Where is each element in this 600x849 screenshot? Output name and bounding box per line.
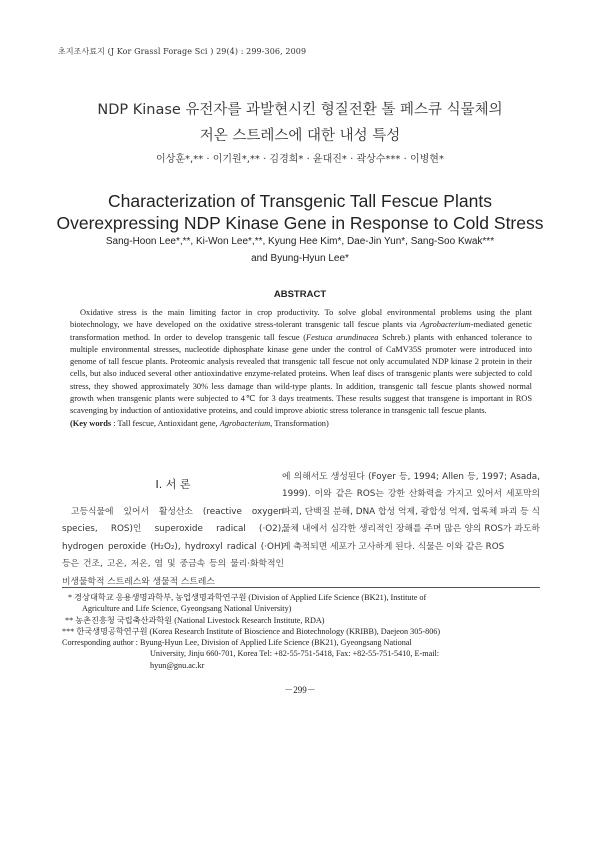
keywords: (Key words : Tall fescue, Antioxidant gene, Agrobacterium, Transformation) xyxy=(70,418,329,428)
english-authors-line2: and Byung-Hyun Lee* xyxy=(251,253,349,264)
abstract-body xyxy=(70,307,532,430)
abstract-paragraph: Oxidative stress is the main limiting factor in crop productivity. To solve global environmental problems using the plant biotechnology, we have developed on the oxidative stress-tolerant transgenic tall fescue plants via Agrobacterium-mediated genetic transformation method. In order to develop transgenic tall fescue (Festuca arundinacea Schreb.) plants with enhanced tolerance to multiple environmental stresses, nucleotide diphosphate kinase gene under the control of CaMV35S promoter were introduced into genome of tall fescue plants. Proteomic analysis revealed that transgenic tall fescue not only accumulated NDP kinase 2 protein in their cells, but also induced several other antioxindative enzyme-related proteins. When leaf discs of transgenic plants were subjected to cold stress, they showed approximately 30% less damage than wild-type plants. In addition, transgenic tall fescue plants showed normal growth when transgenic plants were subjected to 4℃ for 3 days treatments. These results suggest that transgene is important in ROS scavenging by induction of antioxidative proteins, and could improve abiotic stress tolerance in transgenic tall fescue plants. xyxy=(70,308,532,416)
intro-right-column: 에 의해서도 생성된다 (Foyer 등, 1994; Allen 등, 1997; Asada, 1999). 이와 같은 ROS는 강한 산화력을 가지고 있어서 세포막의 파괴, 단백질 분해, DNA 합성 억제, 광합성 억제, 엽록체 파괴 등 식물체 내에서 심각한 생리적인 장해를 주며 많은 양의 ROS가 과도하게 축적되면 세포가 고사하게 된다. 식물은 이와 같은 ROS xyxy=(282,472,540,552)
journal-header: 초지조사료지 (J Kor Grassl Forage Sci ) 29(4) : 299-306, 2009 xyxy=(58,47,307,56)
english-authors-line1: Sang-Hoon Lee*,**, Ki-Won Lee*,**, Kyung Hee Kim*, Dae-Jin Yun*, Sang-Soo Kwak*** xyxy=(105,236,495,247)
footnote-rule xyxy=(62,587,540,588)
english-title-line1: Characterization of Transgenic Tall Fescue Plants xyxy=(108,191,492,211)
page-number: －299－ xyxy=(284,685,316,695)
english-title-line2: Overexpressing NDP Kinase Gene in Response to Cold Stress xyxy=(56,213,544,233)
korean-authors: 이상훈*,** · 이기원*,** · 김경희* · 윤대진* · 곽상수*** · 이병현* xyxy=(156,154,444,165)
footnotes: * 경상대학교 응용생명과학부, 농업생명과학연구원 (Division of Applied Life Science (BK21), Institute of Agriculture and Life Science, Gyeongsang National University) ** 농촌진흥청 국립축산과학원 (National Livestock Research Institute, RDA) *** 한국생명공학연구원 (Korea Research Institute of Bioscience and Biotechnology (KRIBB), Daejeon 305-806) Corresponding author : Byung-Hyun Lee, Division of Applied Life Science (BK21), Gyeongsang National University, Jinju 660-701, Korea Tel: +82-55-751-5418, Fax: +82-55-751-5410, E-mail: hyun@gnu.ac.kr xyxy=(62,593,441,670)
korean-title-line1: NDP Kinase 유전자를 과발현시킨 형질전환 톨 페스큐 식물체의 xyxy=(97,102,503,118)
intro-left-column: 고등식물에 있어서 활성산소 (reactive oxygen species, ROS)인 superoxide radical (·O2), hydrogen peroxide (H₂O₂), hydroxyl radical (·OH) 등은 건조, 고온, 저온, 염 및 중금속 등의 물리·화학적인 비생물학적 스트레스와 생물적 스트레스 xyxy=(62,507,284,587)
abstract-heading: ABSTRACT xyxy=(273,289,327,300)
section-heading-introduction: Ⅰ. 서 론 xyxy=(155,478,191,491)
korean-title-line2: 저온 스트레스에 대한 내성 특성 xyxy=(199,128,401,144)
